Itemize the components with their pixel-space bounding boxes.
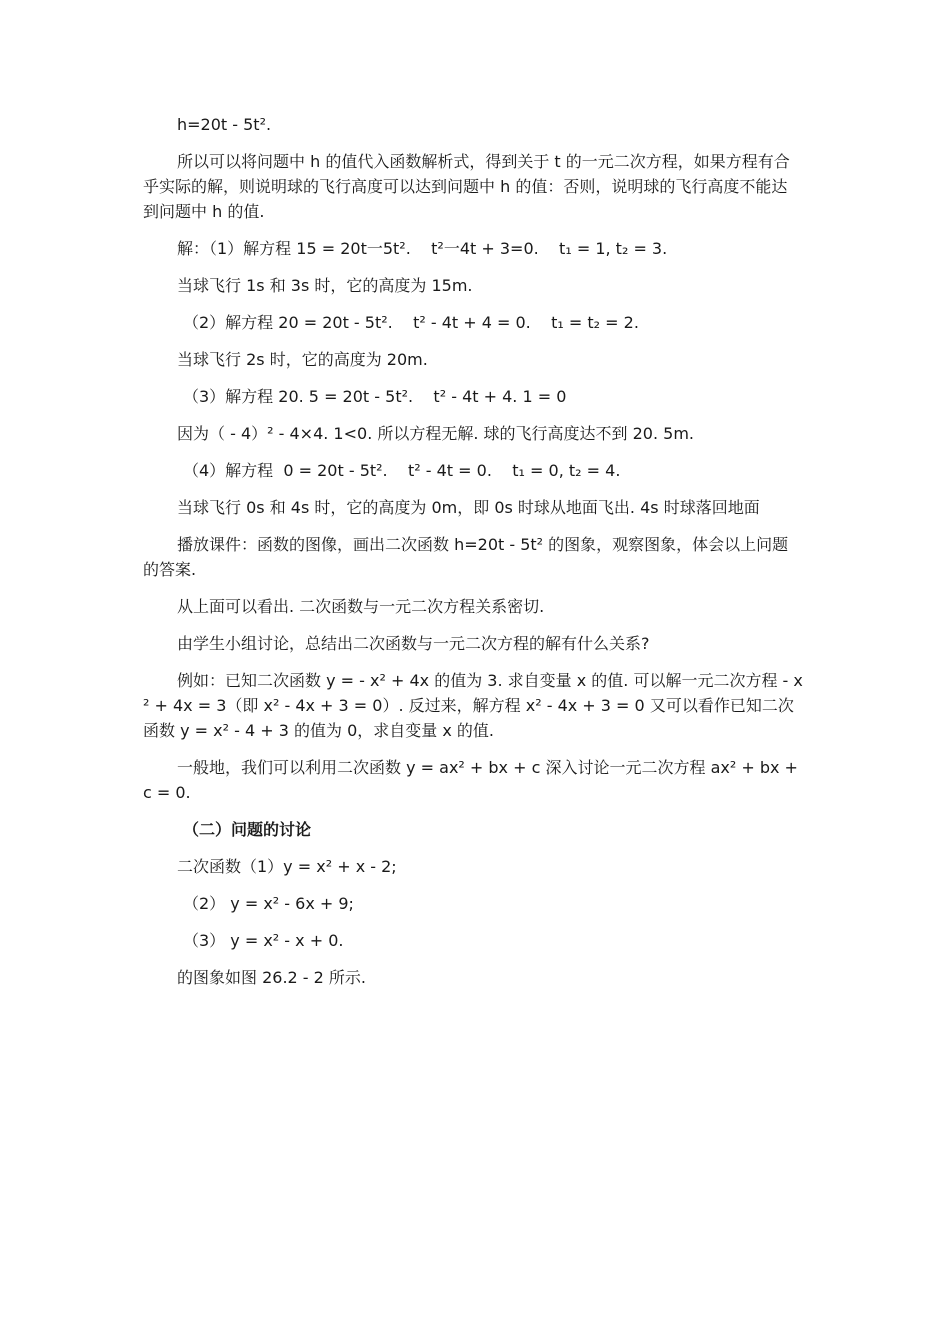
result-2: 当球飞行 2s 时，它的高度为 20m. <box>177 350 428 369</box>
discussion-prompt: 由学生小组讨论，总结出二次函数与一元二次方程的解有什么关系? <box>177 634 650 653</box>
courseware-paragraph: 播放课件：函数的图像，画出二次函数 h=20t - 5t² 的图象，观察图象，体会以上问题的答案. <box>143 535 789 579</box>
result-3: 因为（ - 4）² - 4×4. 1<0. 所以方程无解. 球的飞行高度达不到 20. 5m. <box>177 424 695 443</box>
paragraph-analysis: 所以可以将问题中 h 的值代入函数解析式，得到关于 t 的一元二次方程，如果方程有合乎实际的解，则说明球的飞行高度可以达到问题中 h 的值：否则，说明球的飞行高度不能达到问题中 h 的值. <box>143 152 790 221</box>
observation-paragraph: 从上面可以看出. 二次函数与一元二次方程关系密切. <box>177 597 545 616</box>
example-paragraph: 例如：已知二次函数 y = - x² + 4x 的值为 3. 求自变量 x 的值. 可以解一元二次方程 - x² + 4x = 3（即 x² - 4x + 3 = 0）. 反过来，解方程 x² - 4x + 3 = 0 又可以看作已知二次函数 y = x² - 4 + 3 的值为 0，求自变量 x 的值. <box>143 671 803 740</box>
general-paragraph: 一般地，我们可以利用二次函数 y = ax² + bx + c 深入讨论一元二次方程 ax² + bx + c = 0. <box>143 758 804 802</box>
document-body <box>143 112 803 1002</box>
figure-reference: 的图象如图 26.2 - 2 所示. <box>177 968 367 987</box>
result-1: 当球飞行 1s 和 3s 时，它的高度为 15m. <box>177 276 473 295</box>
solution-3: （3）解方程 20. 5 = 20t - 5t². t² - 4t + 4. 1 = 0 <box>183 387 567 406</box>
formula-line: h=20t - 5t². <box>177 115 272 134</box>
solution-2: （2）解方程 20 = 20t - 5t². t² - 4t + 4 = 0. t₁ = t₂ = 2. <box>183 313 639 332</box>
function-3: （3） y = x² - x + 0. <box>183 931 344 950</box>
solution-4: （4）解方程 0 = 20t - 5t². t² - 4t = 0. t₁ = 0, t₂ = 4. <box>183 461 621 480</box>
result-4: 当球飞行 0s 和 4s 时，它的高度为 0m，即 0s 时球从地面飞出. 4s 时球落回地面 <box>177 498 760 517</box>
function-2: （2） y = x² - 6x + 9; <box>183 894 354 913</box>
section-heading: （二）问题的讨论 <box>183 820 312 839</box>
function-1: 二次函数（1）y = x² + x - 2; <box>177 857 397 876</box>
solution-1: 解：（1）解方程 15 = 20t一5t². t²一4t + 3=0. t₁ = 1, t₂ = 3. <box>177 239 668 258</box>
